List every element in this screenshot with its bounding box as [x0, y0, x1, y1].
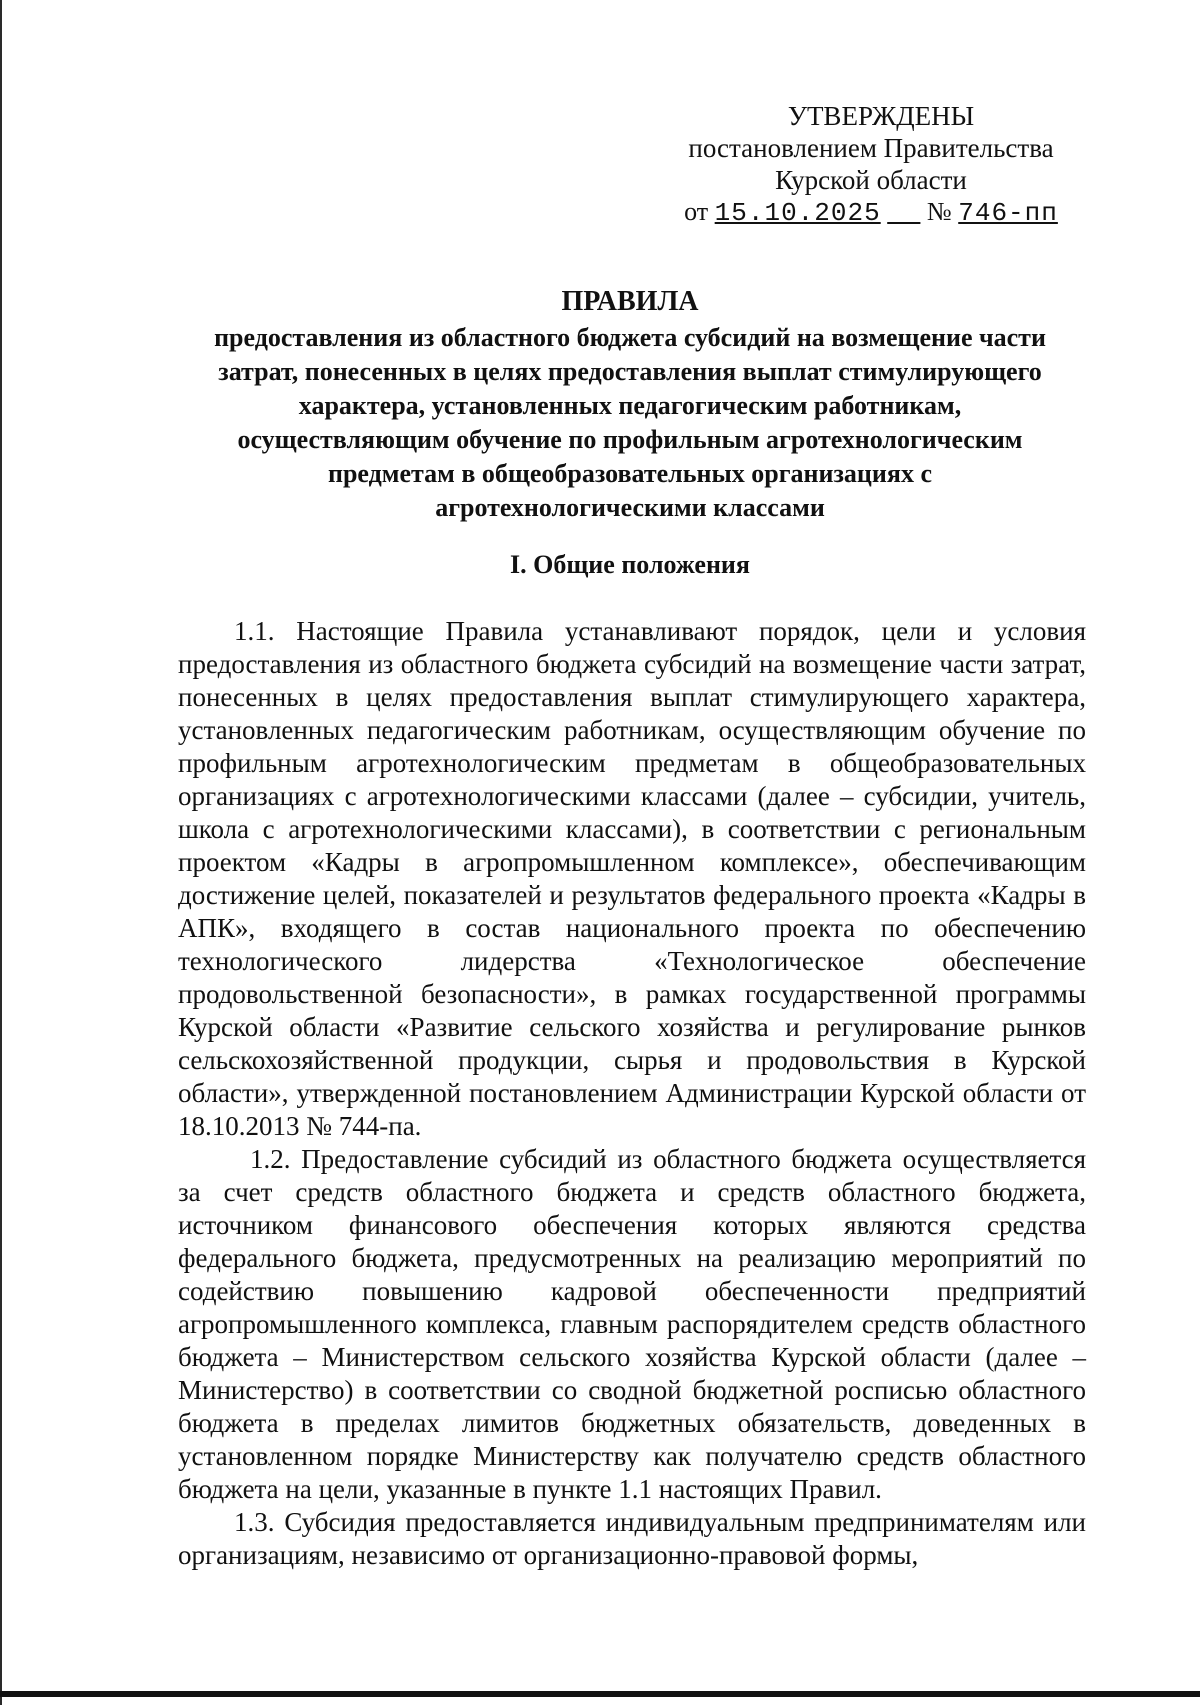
approval-stamp [660, 100, 1082, 229]
paragraph-1-3: 1.3. Субсидия предоставляется индивидуальным предпринимателям или организациям, независимо от организационно-правовой формы, [178, 1507, 1086, 1570]
approval-date-number-line [660, 196, 1082, 229]
subtitle-line: осуществляющим обучение по профильным агротехнологическим [237, 425, 1023, 454]
page-bottom-edge [0, 1691, 1200, 1697]
subtitle-line: характера, установленных педагогическим работникам, [298, 391, 962, 420]
subtitle-line: затрат, понесенных в целях предоставления выплат стимулирующего [218, 357, 1042, 386]
paragraph-1-2: 1.2. Предоставление субсидий из областного бюджета осуществляется за счет средств областного бюджета и средств областного бюджета, источником финансового обеспечения которых являются средства федерального бюджета, предусмотренных на реализацию мероприятий по содействию повышению кадровой обеспеченности предприятий агропромышленного комплекса, главным распорядителем средств областного бюджета – Министерством сельского хозяйства Курской области (далее – Министерство) в соответствии со сводной бюджетной росписью областного бюджета в пределах лимитов бюджетных обязательств, доведенных в установленном порядке Министерству как получателю средств областного бюджета на цели, указанные в пункте 1.1 настоящих Правил. [178, 1144, 1086, 1504]
approval-line-1: постановлением Правительства [688, 133, 1054, 163]
approval-title: УТВЕРЖДЕНЫ [787, 101, 975, 131]
number-prefix: № [926, 197, 952, 226]
date-prefix: от [684, 197, 709, 226]
document-body [178, 615, 1086, 1572]
page-left-edge [0, 0, 2, 1705]
section-heading: I. Общие положения [510, 550, 750, 579]
subtitle-line: предоставления из областного бюджета субсидий на возмещение части [214, 323, 1046, 352]
approval-line-2: Курской области [775, 165, 967, 195]
paragraph-1-1: 1.1. Настоящие Правила устанавливают порядок, цели и условия предоставления из областного бюджета субсидий на возмещение части затрат, понесенных в целях предоставления выплат стимулирующего характера, установленных педагогическим работникам, осуществляющим обучение по профильным агротехнологическим предметам в общеобразовательных организациях с агротехнологическими классами (далее – субсидии, учитель, школа с агротехнологическими классами), в соответствии с региональным проектом «Кадры в агропромышленном комплексе», обеспечивающим достижение целей, показателей и результатов федерального проекта «Кадры в АПК», входящего в состав национального проекта по обеспечению технологического лидерства «Технологическое обеспечение продовольственной безопасности», в рамках государственной программы Курской области «Развитие сельского хозяйства и регулирование рынков сельскохозяйственной продукции, сырья и продовольствия в Курской области», утвержденной постановлением Администрации Курской области от 18.10.2013 № 744-па. [178, 616, 1086, 1141]
subtitle-line: агротехнологическими классами [435, 493, 825, 522]
document-title-block [170, 285, 1090, 525]
subtitle-line: предметам в общеобразовательных организациях с [327, 459, 933, 488]
document-title: ПРАВИЛА [561, 286, 699, 317]
approval-number: 746-пп [958, 198, 1058, 228]
approval-date: 15.10.2025 [714, 198, 881, 228]
